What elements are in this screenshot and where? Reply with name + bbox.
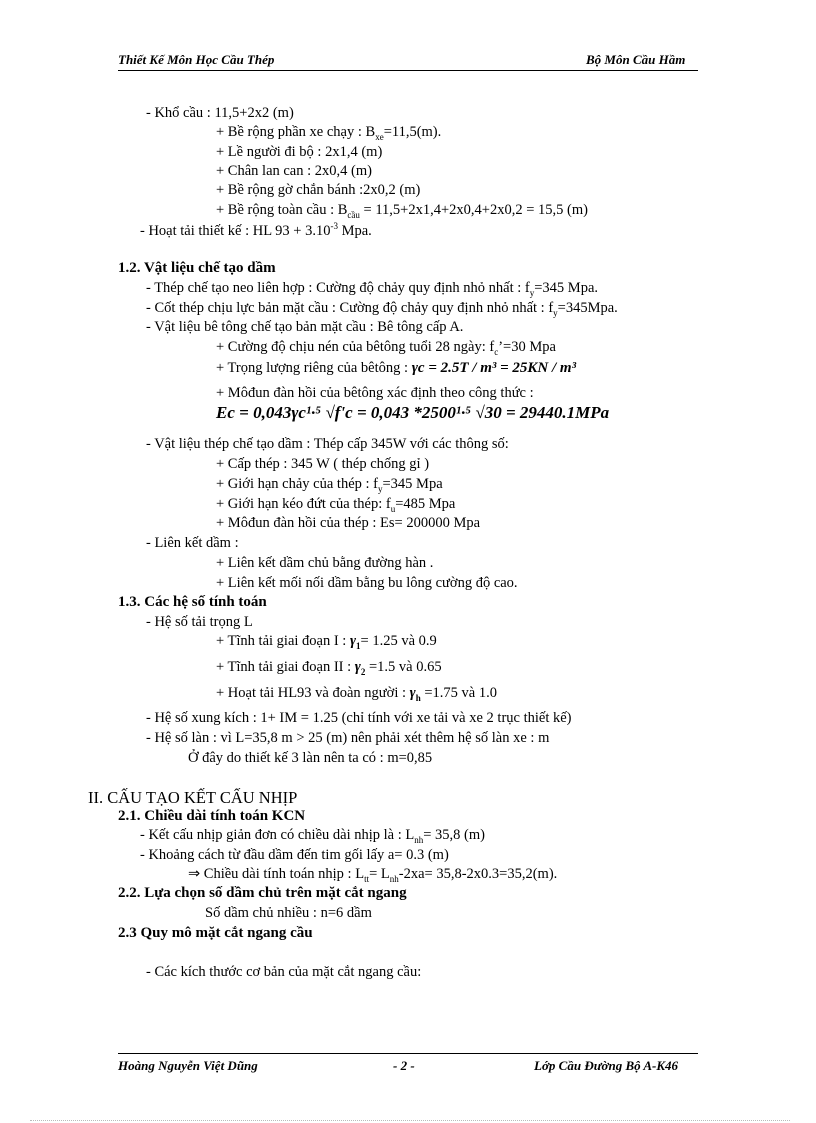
- text-line: - Khổ cầu : 11,5+2x2 (m): [146, 105, 294, 121]
- footer-rule: [118, 1053, 698, 1054]
- page-edge-divider: [30, 1120, 790, 1121]
- header-title: Thiết Kế Môn Học Cầu Thép: [118, 52, 275, 67]
- text-line: + Bề rộng toàn cầu : $B_{cầu} = 11,5+2x1,4+2x0,4+2x0,2 = 15,5$ (m): [216, 202, 588, 220]
- text-line: + Môđun đàn hồi của bêtông xác định theo công thức :: [216, 385, 534, 401]
- text-line: + Liên kết mối nối dầm bằng bu lông cường độ cao.: [216, 575, 518, 591]
- text-line: - Các kích thước cơ bản của mặt cắt ngang cầu:: [146, 964, 422, 980]
- text-line: - Liên kết dầm :: [146, 535, 239, 551]
- text-line: + Hoạt tải HL93 và đoàn người : $\gamma_h =1.75$ và 1.0: [216, 685, 497, 703]
- text-line: + Lề người đi bộ : 2x1,4 (m): [216, 144, 383, 160]
- text-line: + Chân lan can : 2x0,4 (m): [216, 163, 372, 179]
- text-line: + Trọng lượng riêng của bêtông : γc = 2.5T / m³ = 25KN / m³: [216, 360, 577, 376]
- footer-class: Lớp Cầu Đường Bộ A-K46: [534, 1058, 679, 1073]
- text-line: + Tĩnh tải giai đoạn I : $\gamma_1= 1.25$ và 0.9: [216, 633, 437, 651]
- text-line: Số dầm chủ nhiều : n=6 dầm: [205, 905, 372, 921]
- elastic-modulus-formula: Ec = 0,043γc¹·⁵ √f'c = 0,043 *2500¹·⁵ √30 = 29440.1MPa: [216, 403, 610, 422]
- section-heading: 1.2. Vật liệu chế tạo dầm: [118, 260, 276, 276]
- text-line: - Vật liệu thép chế tạo dầm : Thép cấp 345W với các thông số:: [146, 436, 509, 452]
- text-line: + Tĩnh tải giai đoạn II : $\gamma_2 =1.5$ và 0.65: [216, 659, 442, 677]
- header-department: Bộ Môn Cầu Hầm: [586, 52, 686, 67]
- header-rule: [118, 70, 698, 71]
- text-line: - Hệ số tải trọng L: [146, 614, 253, 630]
- text-line: + Bề rộng phần xe chạy : $B_{xe}=11,5(m)$.: [216, 124, 442, 142]
- text-line: - Kết cấu nhịp giản đơn có chiều dài nhịp là : $L_{nh}= 35,8$ (m): [140, 827, 485, 845]
- text-line: + Cấp thép : 345 W ( thép chống gỉ ): [216, 456, 430, 472]
- footer-author: Hoàng Nguyễn Việt Dũng: [118, 1058, 258, 1073]
- section-heading: 2.3 Quy mô mặt cắt ngang cầu: [118, 925, 313, 941]
- text-line: Ở đây do thiết kế 3 làn nên ta có : m=0,85: [188, 750, 433, 766]
- text-line: - Hoạt tải thiết kế : HL $93 + 3.10^{-3}$ Mpa.: [140, 221, 372, 239]
- text-line: ⇒ Chiều dài tính toán nhịp : $L_{tt}= L_{nh}-2xa= 35,8-2x0.3=35,2(m)$.: [188, 866, 558, 884]
- arrow-icon: ⇒: [188, 866, 201, 882]
- text-line: - Cốt thép chịu lực bản mặt cầu : Cường độ chảy quy định nhỏ nhất : $f_y=345Mpa$.: [146, 300, 618, 318]
- text-line: - Hệ số làn : vì L=35,8 m > 25 (m) nên phải xét thêm hệ số làn xe : m: [146, 730, 550, 746]
- text-line: - Thép chế tạo neo liên hợp : Cường độ chảy quy định nhỏ nhất : $f_y=345$ Mpa.: [146, 280, 599, 298]
- text-line: - Vật liệu bê tông chế tạo bản mặt cầu : Bê tông cấp A.: [146, 319, 464, 335]
- text-line: + Giới hạn kéo đứt của thép: $f_u=485$ Mpa: [216, 496, 456, 514]
- section-heading: 1.3. Các hệ số tính toán: [118, 594, 267, 610]
- text-line: - Hệ số xung kích : 1+ IM = 1.25 (chỉ tính với xe tải và xe 2 trục thiết kế): [146, 710, 572, 726]
- section-heading: 2.2. Lựa chọn số dầm chủ trên mặt cắt ngang: [118, 885, 407, 901]
- text-line: + Cường độ chịu nén của bêtông tuổi 28 ngày: $f_c’=30$ Mpa: [216, 339, 556, 357]
- section-heading: 2.1. Chiều dài tính toán KCN: [118, 808, 306, 824]
- page-number: - 2 -: [393, 1058, 415, 1073]
- text-line: + Liên kết dầm chủ bằng đường hàn .: [216, 555, 434, 571]
- text-line: + Giới hạn chảy của thép : $f_y=345$ Mpa: [216, 476, 443, 494]
- text-line: + Môđun đàn hồi của thép : Es= 200000 Mpa: [216, 515, 481, 531]
- text-line: + Bề rộng gờ chắn bánh :2x0,2 (m): [216, 182, 421, 198]
- text-line: - Khoảng cách từ đầu dầm đến tim gối lấy a= 0.3 (m): [140, 847, 449, 863]
- chapter-heading: II. CẤU TẠO KẾT CẤU NHỊP: [88, 788, 298, 807]
- unit-weight-formula: γc = 2.5T / m³ = 25KN / m³: [411, 360, 577, 376]
